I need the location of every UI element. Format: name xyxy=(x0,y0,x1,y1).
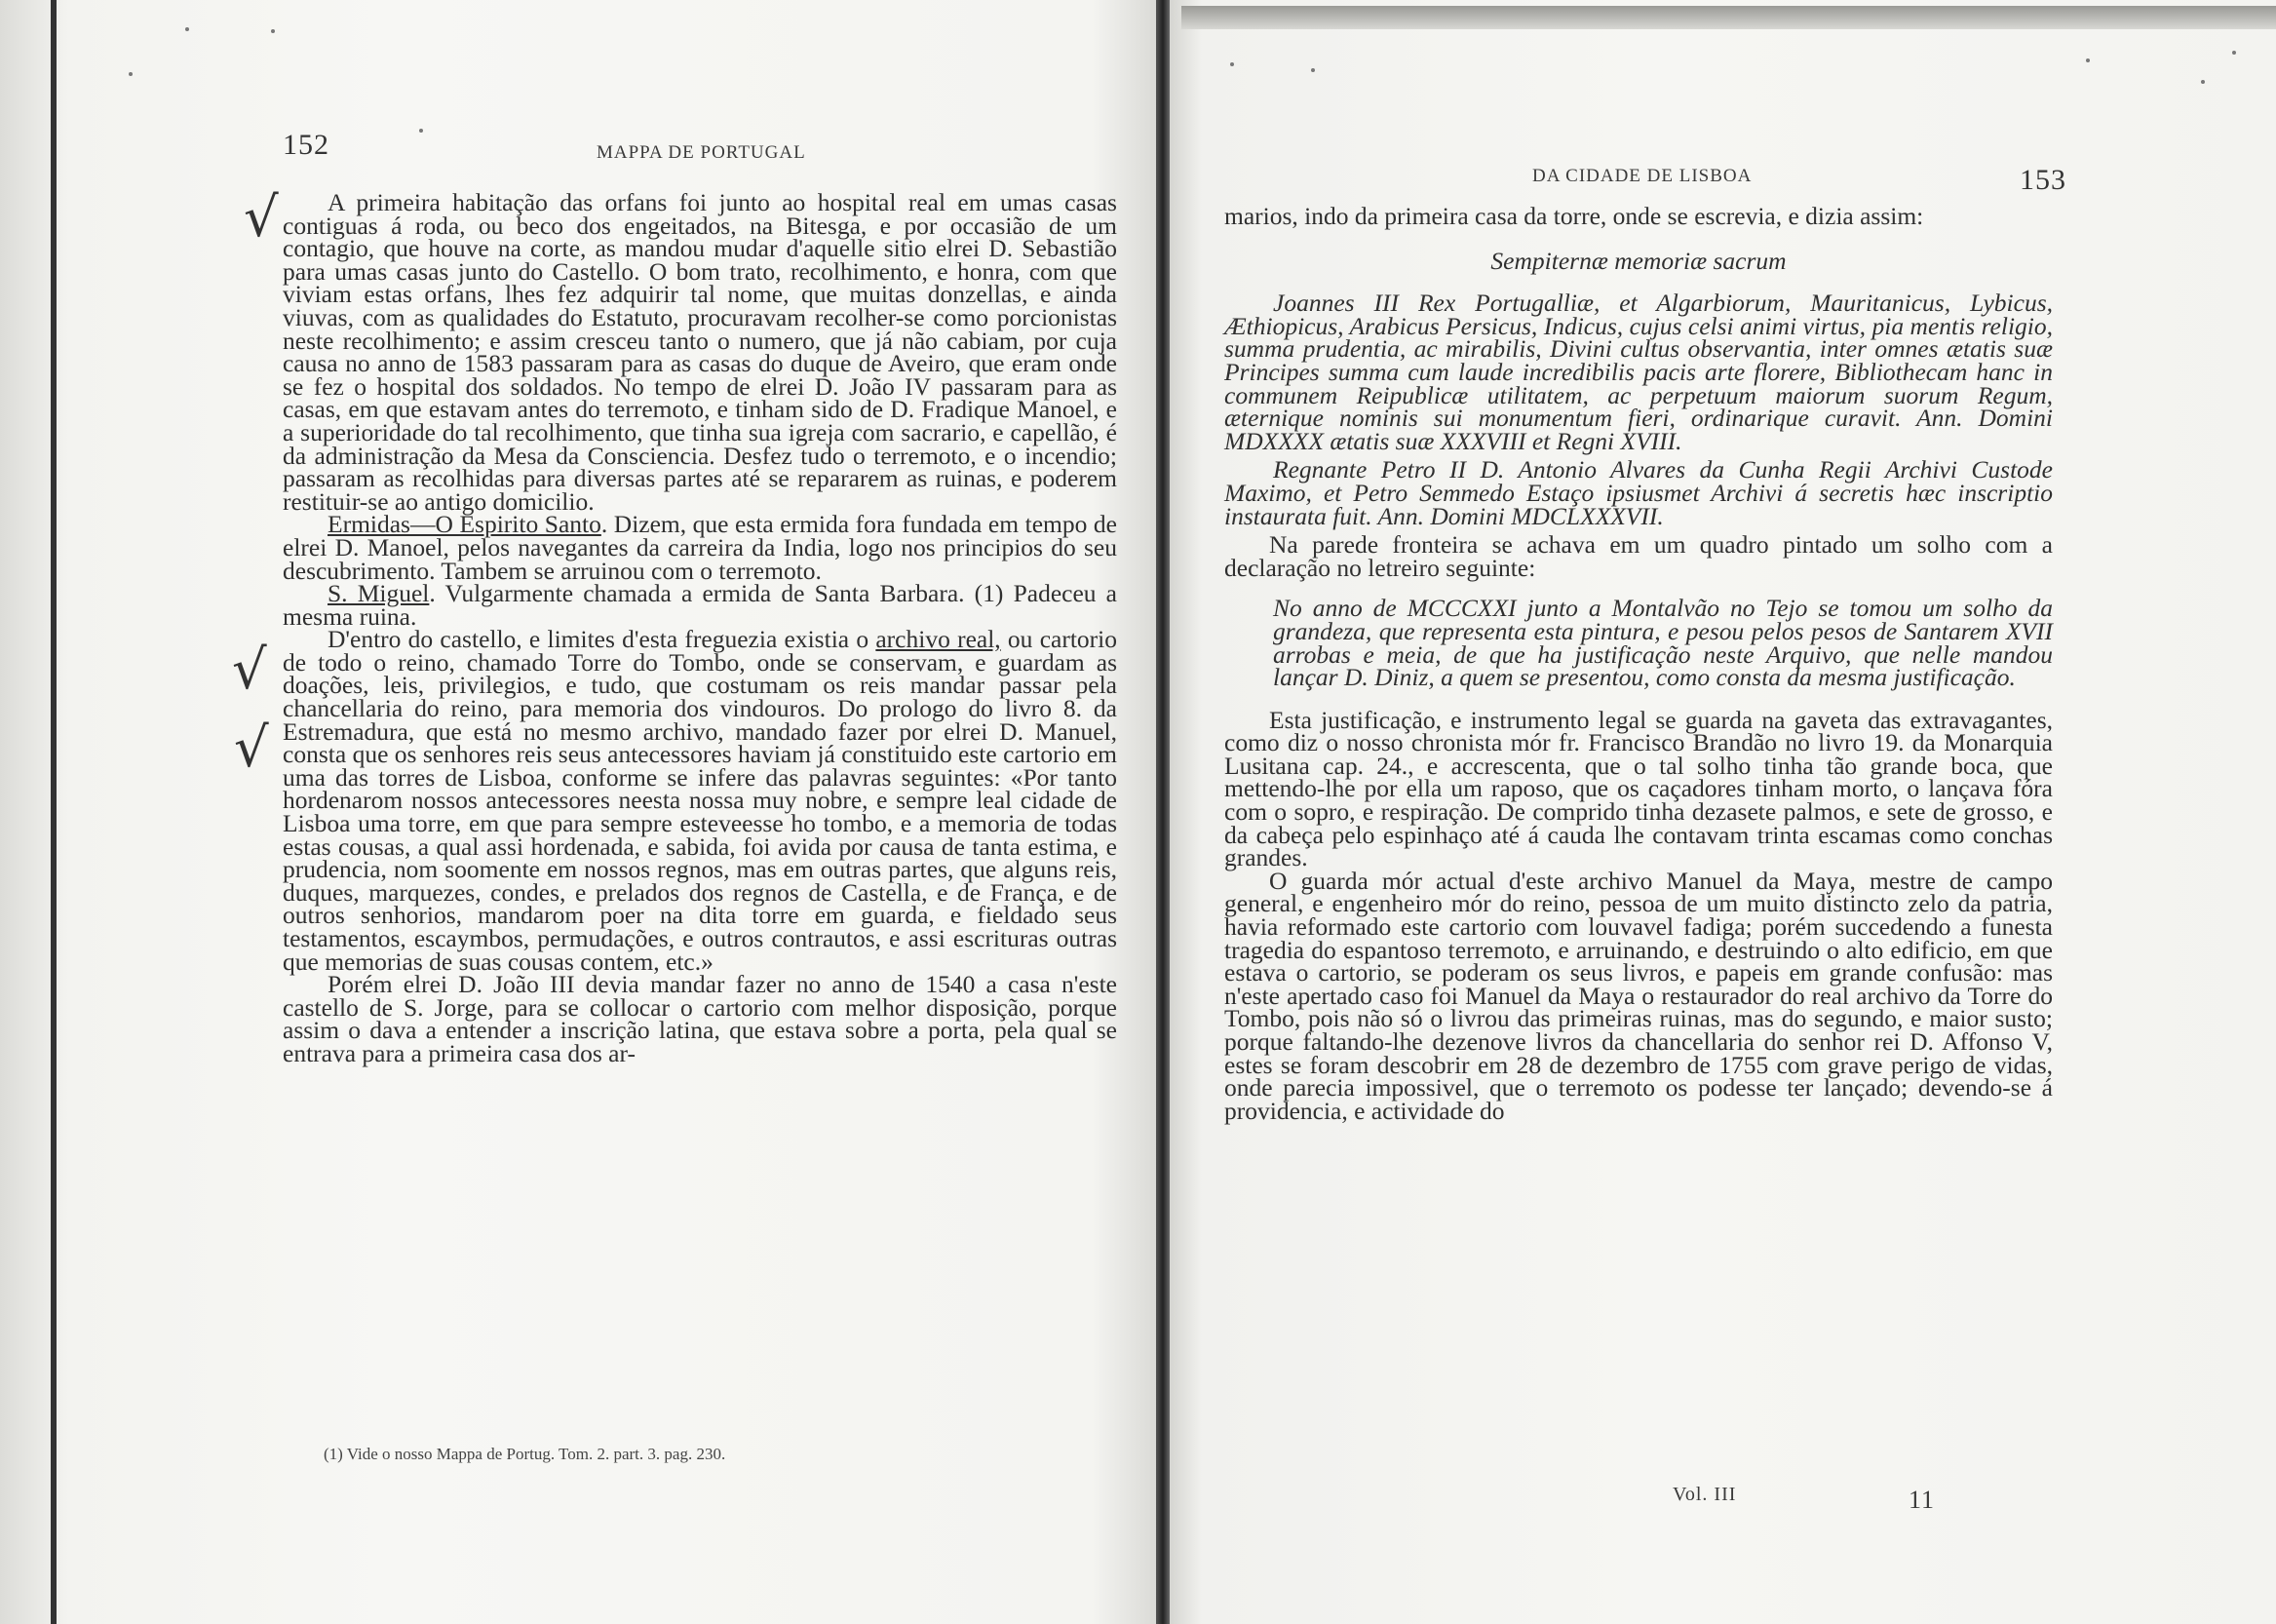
heading-s-miguel: S. Miguel xyxy=(328,579,430,608)
right-page-top-shadow xyxy=(1181,6,2276,29)
left-page-edge-shadow xyxy=(51,0,57,1624)
left-page-number: 152 xyxy=(283,129,329,161)
paragraph-parede: Na parede fronteira se achava em um quadro pintado um solho com a declaração no letreiro seguinte: xyxy=(1224,530,2053,582)
paragraph-s-miguel: S. Miguel. Vulgarmente chamada a ermida de Santa Barbara. (1) Padeceu a mesma ruina. xyxy=(283,579,1118,631)
paragraph-justificacao: Esta justificação, e instrumento legal se guarda na gaveta das extravagantes, como diz o nosso chronista mór fr. Francisco Brandão no livro 19. da Monarquia Lusitana cap. 24., e accrescenta, que o tal solho tinha tão grande boca, que mettendo-lhe por ella um raposo, que os caçadores tinham morto, o lançava fóra com o sopro, e respiração. De comprido tinha dezasete palmos, e sete de grosso, e da cabeça pelo espinhaço até á cauda lhe contavam trinta escamas como conchas grandes. xyxy=(1224,705,2053,872)
left-running-head: MAPPA DE PORTUGAL xyxy=(597,142,806,163)
right-running-head: DA CIDADE DE LISBOA xyxy=(1532,166,1753,186)
signature-volume: Vol. III xyxy=(1673,1484,1737,1505)
paragraph-espirito-santo: Ermidas—O Espirito Santo. Dizem, que esta ermida fora fundada em tempo de elrei D. Manoel, pelos navegantes da carreira da India, logo nos principios do seu descubrimento. Tambem se arruinou com o terremoto. xyxy=(283,510,1117,585)
paragraph-orfans: A primeira habitação das orfans foi junto ao hospital real em umas casas contiguas á roda, ou beco dos engeitados, na Bitesga, e por occasião de um contagio, que houve na corte, as mandou mudar d'aquelle sitio elrei D. Sebastião para umas casas junto do Castello. O bom trato, recolhimento, e honra, com que viviam estas orfans, lhes fez adquirir tal nome, que muitas donzellas, e ainda viuvas, com as qualidades do Estatuto, procuravam recolher-se como porcionistas neste recolhimento; e assim cresceu tanto o numero, que já não cabiam, por cuja causa no anno de 1583 passaram para as casas do duque de Aveiro, que eram onde se fez o hospital dos soldados. No tempo de elrei D. João IV passaram para as casas, em que estavam antes do terremoto, e tinham sido de D. Fradique Manoel, e a superioridade do tal recolhimento, que tinha sua igreja com sacrario, e capellão, é da administração da Mesa da Consciencia. Desfez tudo o terremoto, e o incendio; passaram as recolhidas para diversas partes até se repararem as ruinas, e poderem restituir-se ao antigo domicilio. xyxy=(283,188,1117,516)
paragraph-joao-iii: Porém elrei D. João III devia mandar fazer no anno de 1540 a casa n'este castello de S. Jorge, para se collocar o cartorio com melhor disposição, porque assim o dava a entender a inscrição latina, que estava sobre a porta, pela qual se entrava para a primeira casa dos ar- xyxy=(283,970,1117,1067)
left-body-text xyxy=(283,188,1118,1067)
underlined-archivo-real: archivo real, xyxy=(875,625,1001,654)
book-spine-shadow xyxy=(1156,0,1170,1624)
right-body-text xyxy=(1224,202,2053,1125)
heading-ermidas: Ermidas—O Espirito Santo xyxy=(328,510,601,539)
solho-inscription: No anno de MCCCXXI junto a Montalvão no Tejo se tomou um solho da grandeza, que representa esta pintura, e pesou pelos pesos de Santarem XVII arrobas e meia, de que ha justificação neste Arquivo, que nelle mandou lançar D. Diniz, a quem se presentou, como consta da mesma justificação. xyxy=(1273,594,2053,692)
signature-mark: 11 xyxy=(1909,1486,1936,1514)
paragraph-guarda-mor: O guarda mór actual d'este archivo Manuel da Maya, mestre de campo general, e engenheiro mór do reino, pessoa de um muito distincto zelo da patria, havia reformado este cartorio com louvavel fadiga; porém succedendo a funesta tragedia do espantoso terremoto, e arruinando, e destruindo o alto edificio, em que estava o cartorio, se poderam os seus livros, e papeis em grande confusão: mas n'este apertado caso foi Manuel da Maya o restaurador do real archivo da Torre do Tombo, pois não só o livrou das primeiras ruinas, mas do segundo, e maior susto; porque faltando-lhe dezenove livros da chancellaria do senhor rei D. Affonso V, estes se foram descobrir em 28 de dezembro de 1755 com grave perigo de vidas, onde parecia impossivel, que o terremoto os podesse ter lançado; devendo-se á providencia, e actividade do xyxy=(1224,866,2053,1125)
margin-check-mark: √ xyxy=(244,186,279,250)
inscription-petro: Regnante Petro II D. Antonio Alvares da Cunha Regii Archivi Custode Maximo, et Petro Semmedo Estaço ipsiusmet Archivi á secretis hæc inscriptio instaurata fuit. Ann. Domini MDCLXXXVII. xyxy=(1224,455,2053,530)
latin-inscription xyxy=(1224,246,2053,530)
inscription-joannes: Joannes III Rex Portugalliæ, et Algarbiorum, Mauritanicus, Lybicus, Æthiopicus, Arabicus Persicus, Indicus, cujus celsi animi virtus, pia mentis religio, summa prudentia, ac mirabilis, Divini cultus observantia, inter omnes ætatis suæ Principes summa cum laude incredibilis pacis arte florere, Bibliothecam hanc in communem Reipublicæ utilitatem, ac perpetuum maiorum suorum Regum, æternique nominis sui monumentum fieri, ordinarique curavit. Ann. Domini MDXXXX ætatis suæ XXXVIII et Regni XVIII. xyxy=(1224,289,2053,455)
right-page-number: 153 xyxy=(2020,164,2066,196)
inscription-title: Sempiternæ memoriæ sacrum xyxy=(1490,246,1787,275)
margin-check-mark: √ xyxy=(234,716,269,780)
paragraph-archivo: D'entro do castello, e limites d'esta freguezia existia o archivo real, ou cartorio de todo o reino, chamado Torre do Tombo, onde se conservam, e guardam as doações, leis, privilegios, e tudo, que costumam os reis mandar passar pela chancellaria do reino, para memoria dos vindouros. Do prologo do livro 8. da Estremadura, que está no mesmo archivo, mandado fazer por elrei D. Manuel, consta que os senhores reis seus antecessores haviam já constituido este cartorio em uma das torres de Lisboa, conforme se infere das palavras seguintes: «Por tanto hordenarom nossos antecessores neesta nossa muy nobre, e sempre leal cidade de Lisboa uma torre, em que para sempre esteveesse ho tombo, e a memoria de todas estas cousas, a qual assi hordenada, e sabida, foi avida por causa de tanta estima, e prudencia, nom soomente em nossos regnos, mas em outras partes, que alguns reis, duques, marquezes, condes, e prelados dos regnos de Castella, e de França, e de outros senhorios, mandarom poer na dita torre em guarda, e fieldado seus testamentos, escaymbos, permudações, e outros contrautos, e assi escrituras outras que memorias de suas cousas contem, etc.» xyxy=(283,625,1117,976)
left-footnote: (1) Vide o nosso Mappa de Portug. Tom. 2. part. 3. pag. 230. xyxy=(324,1445,726,1463)
paragraph-continuation: marios, indo da primeira casa da torre, onde se escrevia, e dizia assim: xyxy=(1224,202,1924,230)
margin-check-mark: √ xyxy=(232,638,267,702)
